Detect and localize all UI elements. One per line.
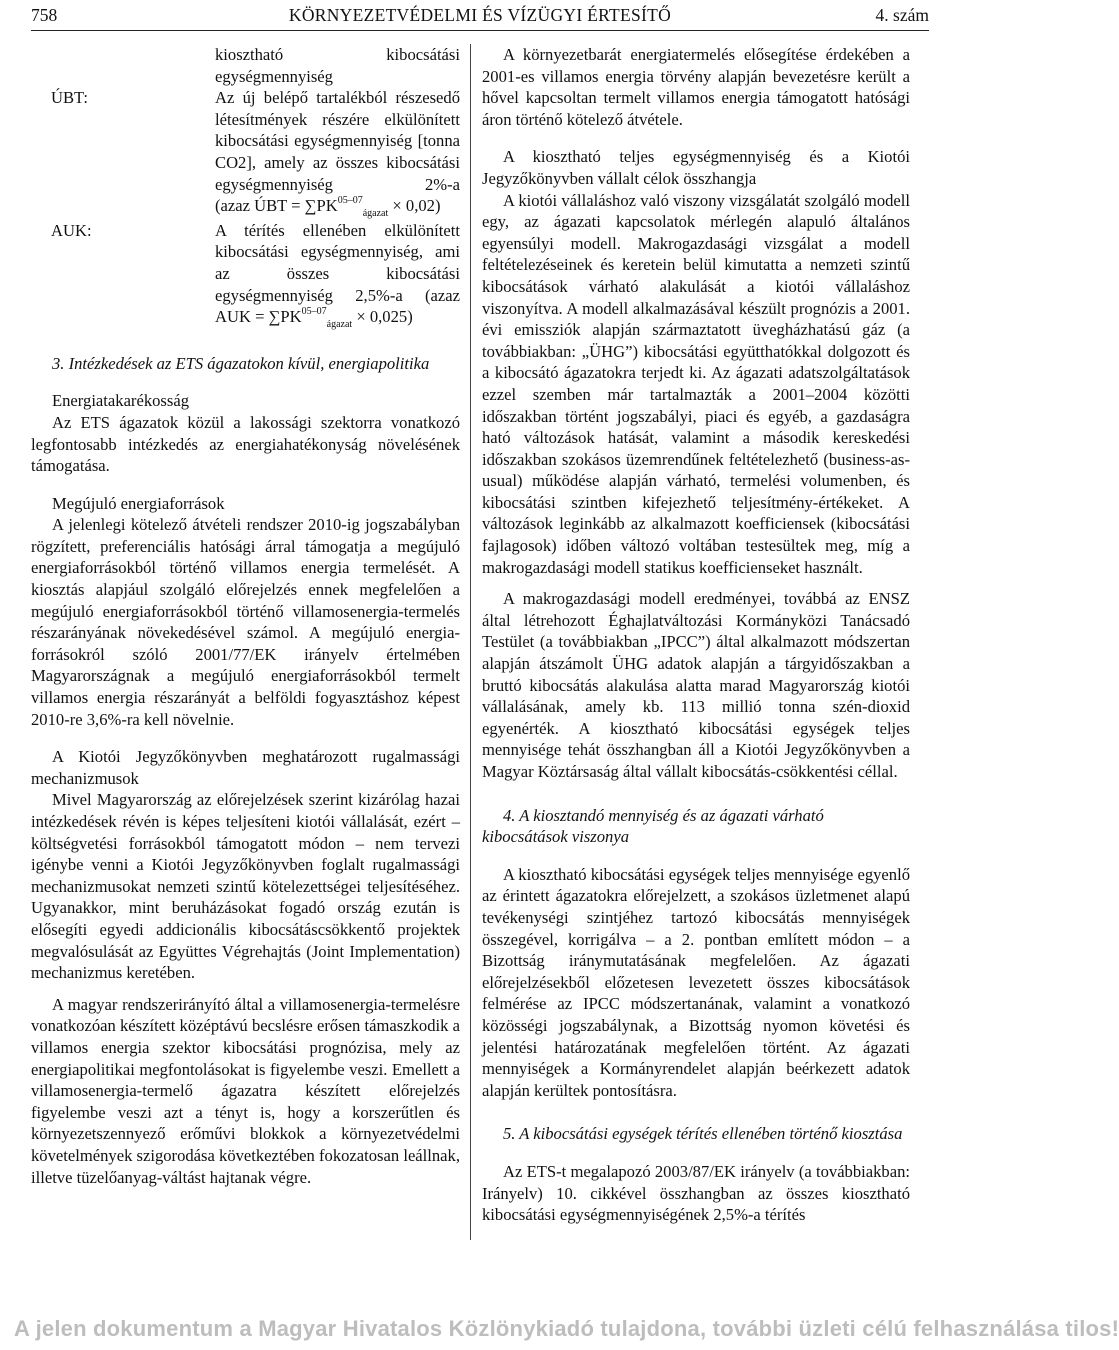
macro-model-paragraph: A makrogazdasági modell eredményei, továbbá az ENSZ által létrehozott Éghajlatváltozási Kormányközi Tanácsadó Testület (a továbbiakban „IPCC”) által alkalmazott módszertan alapján átszámolt ÜHG adatok alapján a tárgyidőszakban a bruttó kibocsátás alakulása alatta marad Magyarország kiotói vállalásának, amely kb. 113 millió tonna szén-dioxid egyenérték. A kiosztható kibocsátási egységek teljes mennyisége tehát összhangban áll a Kiotói Jegyzőkönyvben a Magyar Köztársaság által vállalt kibocsátás-csökkentési céllal. (482, 589, 910, 781)
column-divider (470, 44, 471, 1240)
renewables-text: A jelenlegi kötelező átvételi rendszer 2010-ig jogszabályban rögzített, preferenciális hatósági árral támogatja a megújuló energiaforrásokból történő villamos energia termelését. A kiosztás alapjául szolgáló előrejelzés ennek megfelelően a megújuló energiaforrásokból történő villamosenergia-termelés részarányának növekedésével számol. A megújuló energia-forrásokról szóló 2001/77/EK irányelv értelmében Magyarországnak a megújuló energiaforrásokból termelt villamos energia részarányát a belföldi fogyasztáshoz képest 2010-re 3,6%-ra kell növelnie. (31, 515, 460, 729)
section-3-title: 3. Intézkedések az ETS ágazatokon kívül, energiapolitika (52, 353, 430, 373)
kyoto-title: A Kiotói Jegyzőkönyvben meghatározott rugalmassági mechanizmusok (31, 747, 460, 788)
issue-number: 4. szám (875, 5, 929, 25)
def-ubt-text: Az új belépő tartalékból részesedő létesítmények részére elkülönített kibocsátási egységmennyiség [tonna CO2], amely az összes kibocsátási egységmennyiség 2%-a (215, 88, 460, 194)
def-ubt (31, 87, 460, 220)
section-5-title: 5. A kibocsátási egységek térítés ellenében történő kiosztása (503, 1124, 903, 1144)
kyoto-consistency-text: A kiotói vállaláshoz való viszony vizsgálatát szolgáló modell egy, az ágazati kapcsolatok mérlegén alapuló általános egyensúlyi modell. Makrogazdasági vizsgálat a modell feltételezéseinek és keretein belül kimutatta a nemzeti szintű kibocsátások várható alakulását a kiotói vállaláshoz viszonyítva. A modell alkalmazásával készült prognózis a 2001. évi emissziók alapján származtatott üvegházhatású gáz (a továbbiakban: „ÜHG”) kibocsátási együtthatókkal dolgozott és a kibocsátó ágazatokra terjedt ki. Az ágazati adatszolgáltatások ezzel szemben már tartalmazták a 2001–2004 közötti időszakban történt jogszabályi, piaci és egyéb, a gazdaságra ható változások hatását, valamint a második kereskedési időszakban szokásos üzemrendűnek feltételezhető (business-as-usual) működése alapján várható, termelési volumenben, és kibocsátási szintben kifejezhető teljesítmény-értékeket. A változások leginkább az alkalmazott koefficiensek (kibocsátási fajlagosok) időben változó voltában testesültek meg, míg a makrogazdasági modell statikus koefficienseket használt. (482, 190, 910, 577)
section-4-text: A kiosztható kibocsátási egységek teljes mennyisége egyenlő az érintett ágazatokra előrejelzett, a szokásos üzletmenet alapú tevékenységi szintjéhez tartozó kibocsátás mennyiségek összegével, korrigálva – a 2. pontban említett módon – a Bizottság iránymutatásának megfelelően. Az ágazati előrejelzésekből előzetesen levezetett összes kibocsátások felmérése az IPCC módszertanának, valamint a vonatkozó közösségi jogszabálynak, a Bizottság nyomon követési és jelentési határozatának megfelelően történt. Az ágazati mennyiségek a Kormányrendelet alapján beérkezett adatok alapján kerültek pontosításra. (482, 864, 910, 1100)
footer-watermark: A jelen dokumentum a Magyar Hivatalos Közlönykiadó tulajdona, további üzleti célú felhasználása tilos! (14, 1316, 1119, 1341)
def-auk-term: AUK: (51, 220, 92, 240)
page-header (31, 2, 929, 31)
left-column (31, 44, 460, 1188)
def-ubt-term: ÚBT: (51, 88, 88, 108)
cogeneration-paragraph: A környezetbarát energiatermelés elősegítése érdekében a 2001-es villamos energia törvény alapján bevezetésre került a hővel kapcsoltan termelt villamos energia támogatott hatósági áron történő kötelező átvétele. (482, 45, 910, 129)
formula-ubt: (azaz ÚBT = $\sum PK^{05-07}_{ágazat} \times 0,02$) (215, 195, 441, 220)
def-auk (31, 220, 460, 331)
kyoto-text: Mivel Magyarország az előrejelzések szerint kizárólag hazai intézkedések révén is képes teljesíteni kiotói vállalását, ezért – költségvetési forrásokból támogatott módon – nem tervezi igénybe venni a Kiotói Jegyzőkönyvben foglalt rugalmassági mechanizmusokat nemzeti szintű kötelezettségei teljesítéséhez. Ugyanakkor, mint beruházásokat fogadó ország ezután is elősegíti egyedi addicionális kibocsátáscsökkentő projektek megvalósulását az Együttes Végrehajtás (Joint Implementation) mechanizmus keretében. (31, 790, 460, 983)
definitions (31, 44, 460, 331)
kyoto-consistency-title: A kiosztható teljes egységmennyiség és a Kiotói Jegyzőkönyvben vállalt célok összhangja (482, 147, 910, 188)
def-auk-text: A térítés ellenében elkülönített kibocsátási egységmennyiség, ami az összes kibocsátási egységmennyiség 2,5%-a (azaz (215, 220, 460, 305)
section-4-title: 4. A kiosztandó mennyiség és az ágazati várható kibocsátások viszonya (482, 805, 824, 847)
formula-auk: AUK = $\sum PK^{05-07}_{ágazat} \times 0,025$) (215, 306, 413, 331)
energy-saving-text: Az ETS ágazatok közül a lakossági szektorra vonatkozó legfontosabb intézkedés az energiahatékonyság növelésének támogatása. (31, 412, 460, 476)
def-intro: kiosztható kibocsátási egységmennyiség (215, 45, 460, 86)
renewables-title: Megújuló energiaforrások (52, 493, 225, 513)
regulator-text: A magyar rendszerirányító által a villamosenergia-termelésre vonatkozóan készített középtávú becslésre erősen támaszkodik a villamos energia szektor kibocsátási prognózisa, mely az energiapolitikai megfontolásokat is figyelembe veszi. Emellett a villamosenergia-termelő ágazatra készített előrejelzés figyelembe veszi azt a tényt is, hogy a korszerűtlen és környezetszennyező erőművi blokkok a környezetvédelmi követelmények szigorodása következtében fokozatosan leállnak, illetve tüzelőanyag-váltást hajtanak végre. (31, 994, 460, 1187)
publication-title: KÖRNYEZETVÉDELMI ÉS VÍZÜGYI ÉRTESÍTŐ (288, 5, 672, 25)
page-number: 758 (31, 5, 58, 25)
section-5-text: Az ETS-t megalapozó 2003/87/EK irányelv (a továbbiakban: Irányelv) 10. cikkével összhangban az összes kiosztható kibocsátási egységmennyiségének 2,5%-a térítés (482, 1161, 910, 1225)
right-column (482, 44, 910, 1226)
energy-saving-title: Energiatakarékosság (52, 391, 189, 411)
